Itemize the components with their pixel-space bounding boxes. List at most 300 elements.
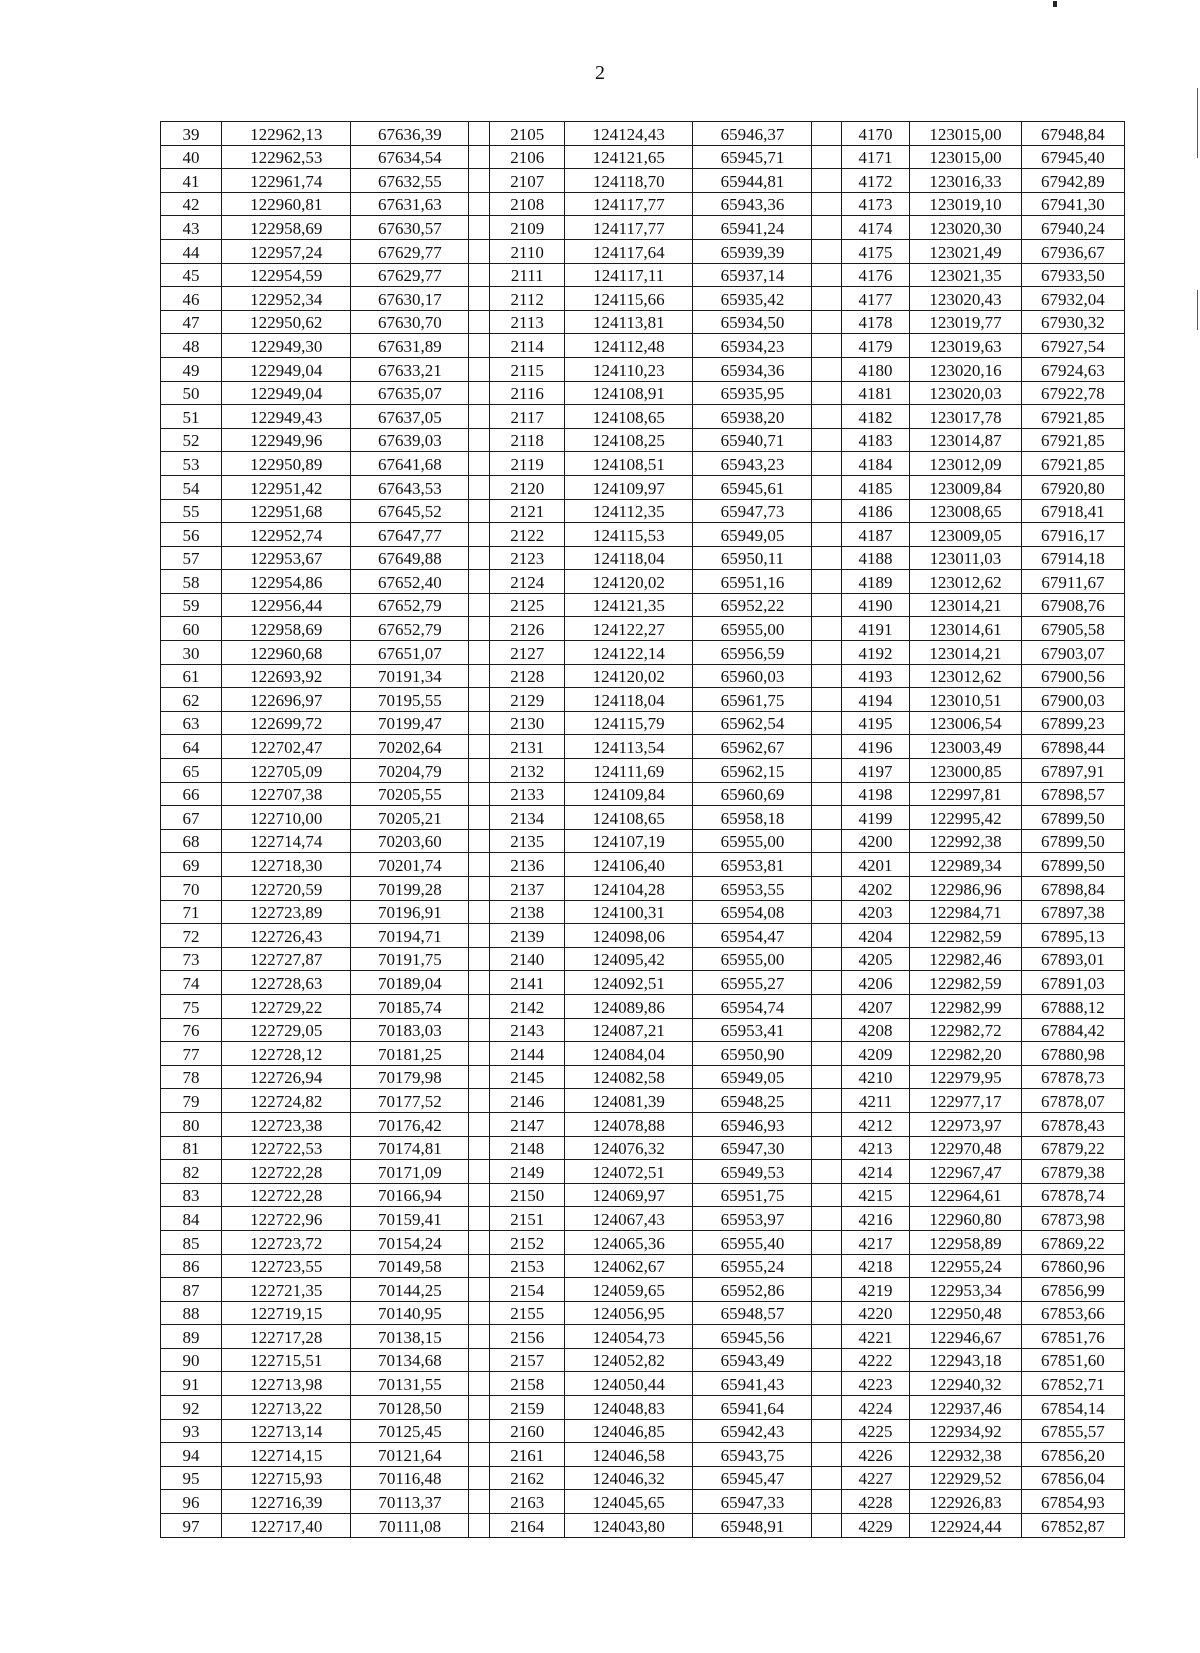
column-gap <box>469 263 490 287</box>
x-coordinate-cell: 122707,38 <box>222 782 351 806</box>
x-coordinate-cell: 124084,04 <box>565 1042 693 1066</box>
x-coordinate-cell: 122715,93 <box>222 1466 351 1490</box>
point-number-cell: 2153 <box>490 1254 565 1278</box>
x-coordinate-cell: 124120,02 <box>565 664 693 688</box>
x-coordinate-cell: 122950,48 <box>910 1301 1022 1325</box>
point-number-cell: 63 <box>161 711 222 735</box>
column-gap <box>469 310 490 334</box>
point-number-cell: 4222 <box>841 1348 909 1372</box>
y-coordinate-cell: 67651,07 <box>351 641 469 665</box>
x-coordinate-cell: 124104,28 <box>565 877 693 901</box>
y-coordinate-cell: 70131,55 <box>351 1372 469 1396</box>
x-coordinate-cell: 122960,68 <box>222 641 351 665</box>
column-gap <box>469 239 490 263</box>
point-number-cell: 67 <box>161 806 222 830</box>
point-number-cell: 43 <box>161 216 222 240</box>
y-coordinate-cell: 67921,85 <box>1021 428 1124 452</box>
column-gap <box>812 381 841 405</box>
x-coordinate-cell: 123014,87 <box>910 428 1022 452</box>
x-coordinate-cell: 122693,92 <box>222 664 351 688</box>
x-coordinate-cell: 122728,63 <box>222 971 351 995</box>
y-coordinate-cell: 67873,98 <box>1021 1207 1124 1231</box>
column-gap <box>812 617 841 641</box>
y-coordinate-cell: 70166,94 <box>351 1183 469 1207</box>
x-coordinate-cell: 122705,09 <box>222 759 351 783</box>
y-coordinate-cell: 67899,50 <box>1021 853 1124 877</box>
scan-edge-line <box>1197 88 1198 158</box>
x-coordinate-cell: 124121,35 <box>565 593 693 617</box>
y-coordinate-cell: 70179,98 <box>351 1065 469 1089</box>
point-number-cell: 2146 <box>490 1089 565 1113</box>
x-coordinate-cell: 124043,80 <box>565 1514 693 1538</box>
point-number-cell: 4220 <box>841 1301 909 1325</box>
point-number-cell: 2118 <box>490 428 565 452</box>
y-coordinate-cell: 67878,73 <box>1021 1065 1124 1089</box>
table-row <box>161 475 1125 499</box>
point-number-cell: 2112 <box>490 287 565 311</box>
column-gap <box>812 947 841 971</box>
y-coordinate-cell: 65934,36 <box>693 357 812 381</box>
y-coordinate-cell: 67851,76 <box>1021 1325 1124 1349</box>
point-number-cell: 2107 <box>490 169 565 193</box>
x-coordinate-cell: 122951,68 <box>222 499 351 523</box>
column-gap <box>469 806 490 830</box>
x-coordinate-cell: 122715,51 <box>222 1348 351 1372</box>
y-coordinate-cell: 65941,64 <box>693 1396 812 1420</box>
y-coordinate-cell: 65945,61 <box>693 475 812 499</box>
y-coordinate-cell: 67856,04 <box>1021 1466 1124 1490</box>
x-coordinate-cell: 122716,39 <box>222 1490 351 1514</box>
point-number-cell: 2114 <box>490 334 565 358</box>
x-coordinate-cell: 123003,49 <box>910 735 1022 759</box>
point-number-cell: 4225 <box>841 1419 909 1443</box>
column-gap <box>469 641 490 665</box>
point-number-cell: 2134 <box>490 806 565 830</box>
x-coordinate-cell: 122729,22 <box>222 994 351 1018</box>
column-gap <box>469 947 490 971</box>
column-gap <box>469 829 490 853</box>
x-coordinate-cell: 124118,04 <box>565 688 693 712</box>
point-number-cell: 95 <box>161 1466 222 1490</box>
column-gap <box>812 334 841 358</box>
x-coordinate-cell: 124072,51 <box>565 1160 693 1184</box>
y-coordinate-cell: 65948,25 <box>693 1089 812 1113</box>
table-row <box>161 1183 1125 1207</box>
point-number-cell: 4205 <box>841 947 909 971</box>
y-coordinate-cell: 65951,75 <box>693 1183 812 1207</box>
y-coordinate-cell: 70196,91 <box>351 900 469 924</box>
y-coordinate-cell: 70185,74 <box>351 994 469 1018</box>
point-number-cell: 66 <box>161 782 222 806</box>
column-gap <box>469 1301 490 1325</box>
x-coordinate-cell: 124100,31 <box>565 900 693 924</box>
x-coordinate-cell: 123016,33 <box>910 169 1022 193</box>
point-number-cell: 4177 <box>841 287 909 311</box>
point-number-cell: 96 <box>161 1490 222 1514</box>
point-number-cell: 46 <box>161 287 222 311</box>
point-number-cell: 51 <box>161 405 222 429</box>
table-row <box>161 947 1125 971</box>
x-coordinate-cell: 124109,97 <box>565 475 693 499</box>
y-coordinate-cell: 65954,08 <box>693 900 812 924</box>
x-coordinate-cell: 122962,53 <box>222 145 351 169</box>
y-coordinate-cell: 67855,57 <box>1021 1419 1124 1443</box>
table-row <box>161 546 1125 570</box>
y-coordinate-cell: 67879,22 <box>1021 1136 1124 1160</box>
table-row <box>161 617 1125 641</box>
x-coordinate-cell: 123014,21 <box>910 641 1022 665</box>
y-coordinate-cell: 67630,57 <box>351 216 469 240</box>
point-number-cell: 4187 <box>841 523 909 547</box>
point-number-cell: 4206 <box>841 971 909 995</box>
y-coordinate-cell: 67878,74 <box>1021 1183 1124 1207</box>
y-coordinate-cell: 67922,78 <box>1021 381 1124 405</box>
y-coordinate-cell: 67911,67 <box>1021 570 1124 594</box>
y-coordinate-cell: 67630,17 <box>351 287 469 311</box>
x-coordinate-cell: 122952,74 <box>222 523 351 547</box>
x-coordinate-cell: 124046,58 <box>565 1443 693 1467</box>
y-coordinate-cell: 67900,03 <box>1021 688 1124 712</box>
y-coordinate-cell: 67629,77 <box>351 239 469 263</box>
y-coordinate-cell: 65943,49 <box>693 1348 812 1372</box>
x-coordinate-cell: 122722,96 <box>222 1207 351 1231</box>
y-coordinate-cell: 65961,75 <box>693 688 812 712</box>
point-number-cell: 2117 <box>490 405 565 429</box>
y-coordinate-cell: 65941,24 <box>693 216 812 240</box>
table-row <box>161 593 1125 617</box>
column-gap <box>812 546 841 570</box>
x-coordinate-cell: 124067,43 <box>565 1207 693 1231</box>
x-coordinate-cell: 122723,89 <box>222 900 351 924</box>
y-coordinate-cell: 70134,68 <box>351 1348 469 1372</box>
column-gap <box>469 381 490 405</box>
y-coordinate-cell: 65949,53 <box>693 1160 812 1184</box>
column-gap <box>469 1089 490 1113</box>
column-gap <box>469 1278 490 1302</box>
point-number-cell: 4223 <box>841 1372 909 1396</box>
x-coordinate-cell: 122973,97 <box>910 1112 1022 1136</box>
point-number-cell: 2109 <box>490 216 565 240</box>
y-coordinate-cell: 67891,03 <box>1021 971 1124 995</box>
y-coordinate-cell: 65962,67 <box>693 735 812 759</box>
point-number-cell: 4189 <box>841 570 909 594</box>
point-number-cell: 4211 <box>841 1089 909 1113</box>
table-row <box>161 829 1125 853</box>
table-row <box>161 381 1125 405</box>
column-gap <box>469 1372 490 1396</box>
point-number-cell: 4215 <box>841 1183 909 1207</box>
column-gap <box>812 239 841 263</box>
y-coordinate-cell: 67851,60 <box>1021 1348 1124 1372</box>
y-coordinate-cell: 67898,44 <box>1021 735 1124 759</box>
point-number-cell: 87 <box>161 1278 222 1302</box>
x-coordinate-cell: 122726,94 <box>222 1065 351 1089</box>
x-coordinate-cell: 123008,65 <box>910 499 1022 523</box>
x-coordinate-cell: 124062,67 <box>565 1254 693 1278</box>
table-row <box>161 994 1125 1018</box>
x-coordinate-cell: 122727,87 <box>222 947 351 971</box>
table-row <box>161 1396 1125 1420</box>
point-number-cell: 77 <box>161 1042 222 1066</box>
x-coordinate-cell: 122932,38 <box>910 1443 1022 1467</box>
table-row <box>161 924 1125 948</box>
column-gap <box>812 1372 841 1396</box>
x-coordinate-cell: 122952,34 <box>222 287 351 311</box>
column-gap <box>469 216 490 240</box>
y-coordinate-cell: 70194,71 <box>351 924 469 948</box>
column-gap <box>812 1443 841 1467</box>
column-gap <box>812 1207 841 1231</box>
y-coordinate-cell: 70113,37 <box>351 1490 469 1514</box>
x-coordinate-cell: 122949,30 <box>222 334 351 358</box>
column-gap <box>469 900 490 924</box>
point-number-cell: 68 <box>161 829 222 853</box>
y-coordinate-cell: 67878,07 <box>1021 1089 1124 1113</box>
column-gap <box>812 169 841 193</box>
point-number-cell: 2113 <box>490 310 565 334</box>
point-number-cell: 4188 <box>841 546 909 570</box>
x-coordinate-cell: 122995,42 <box>910 806 1022 830</box>
x-coordinate-cell: 124056,95 <box>565 1301 693 1325</box>
point-number-cell: 4208 <box>841 1018 909 1042</box>
x-coordinate-cell: 124118,70 <box>565 169 693 193</box>
y-coordinate-cell: 65938,20 <box>693 405 812 429</box>
point-number-cell: 4229 <box>841 1514 909 1538</box>
y-coordinate-cell: 67899,50 <box>1021 806 1124 830</box>
y-coordinate-cell: 65948,91 <box>693 1514 812 1538</box>
x-coordinate-cell: 124122,27 <box>565 617 693 641</box>
column-gap <box>812 523 841 547</box>
x-coordinate-cell: 124046,32 <box>565 1466 693 1490</box>
point-number-cell: 4192 <box>841 641 909 665</box>
table-row <box>161 122 1125 146</box>
point-number-cell: 4226 <box>841 1443 909 1467</box>
x-coordinate-cell: 122957,24 <box>222 239 351 263</box>
point-number-cell: 2122 <box>490 523 565 547</box>
x-coordinate-cell: 124115,79 <box>565 711 693 735</box>
column-gap <box>812 405 841 429</box>
y-coordinate-cell: 67854,14 <box>1021 1396 1124 1420</box>
point-number-cell: 2110 <box>490 239 565 263</box>
point-number-cell: 4212 <box>841 1112 909 1136</box>
y-coordinate-cell: 70199,47 <box>351 711 469 735</box>
x-coordinate-cell: 122719,15 <box>222 1301 351 1325</box>
column-gap <box>469 192 490 216</box>
x-coordinate-cell: 124078,88 <box>565 1112 693 1136</box>
x-coordinate-cell: 124087,21 <box>565 1018 693 1042</box>
x-coordinate-cell: 124122,14 <box>565 641 693 665</box>
table-row <box>161 664 1125 688</box>
y-coordinate-cell: 65954,74 <box>693 994 812 1018</box>
point-number-cell: 2141 <box>490 971 565 995</box>
y-coordinate-cell: 67635,07 <box>351 381 469 405</box>
point-number-cell: 56 <box>161 523 222 547</box>
x-coordinate-cell: 122929,52 <box>910 1466 1022 1490</box>
table-row <box>161 523 1125 547</box>
column-gap <box>812 1419 841 1443</box>
y-coordinate-cell: 67893,01 <box>1021 947 1124 971</box>
column-gap <box>469 1042 490 1066</box>
x-coordinate-cell: 123020,16 <box>910 357 1022 381</box>
point-number-cell: 2163 <box>490 1490 565 1514</box>
y-coordinate-cell: 65955,24 <box>693 1254 812 1278</box>
table-row <box>161 1301 1125 1325</box>
point-number-cell: 4186 <box>841 499 909 523</box>
x-coordinate-cell: 124115,66 <box>565 287 693 311</box>
point-number-cell: 2116 <box>490 381 565 405</box>
table-row <box>161 499 1125 523</box>
y-coordinate-cell: 67940,24 <box>1021 216 1124 240</box>
point-number-cell: 2125 <box>490 593 565 617</box>
x-coordinate-cell: 123012,62 <box>910 664 1022 688</box>
x-coordinate-cell: 123017,78 <box>910 405 1022 429</box>
column-gap <box>469 287 490 311</box>
x-coordinate-cell: 124108,25 <box>565 428 693 452</box>
column-gap <box>812 806 841 830</box>
x-coordinate-cell: 124110,23 <box>565 357 693 381</box>
column-gap <box>812 570 841 594</box>
point-number-cell: 4195 <box>841 711 909 735</box>
y-coordinate-cell: 70138,15 <box>351 1325 469 1349</box>
y-coordinate-cell: 67899,50 <box>1021 829 1124 853</box>
x-coordinate-cell: 124095,42 <box>565 947 693 971</box>
column-gap <box>812 1160 841 1184</box>
point-number-cell: 4179 <box>841 334 909 358</box>
point-number-cell: 4221 <box>841 1325 909 1349</box>
column-gap <box>469 664 490 688</box>
point-number-cell: 73 <box>161 947 222 971</box>
y-coordinate-cell: 70144,25 <box>351 1278 469 1302</box>
x-coordinate-cell: 122982,59 <box>910 971 1022 995</box>
point-number-cell: 2155 <box>490 1301 565 1325</box>
x-coordinate-cell: 123020,03 <box>910 381 1022 405</box>
table-row <box>161 239 1125 263</box>
y-coordinate-cell: 65953,41 <box>693 1018 812 1042</box>
point-number-cell: 4204 <box>841 924 909 948</box>
x-coordinate-cell: 124113,54 <box>565 735 693 759</box>
y-coordinate-cell: 67916,17 <box>1021 523 1124 547</box>
column-gap <box>812 1042 841 1066</box>
table-row <box>161 688 1125 712</box>
y-coordinate-cell: 65958,18 <box>693 806 812 830</box>
x-coordinate-cell: 122997,81 <box>910 782 1022 806</box>
x-coordinate-cell: 122724,82 <box>222 1089 351 1113</box>
column-gap <box>469 1254 490 1278</box>
x-coordinate-cell: 122986,96 <box>910 877 1022 901</box>
table-row <box>161 1042 1125 1066</box>
y-coordinate-cell: 70183,03 <box>351 1018 469 1042</box>
y-coordinate-cell: 67652,79 <box>351 593 469 617</box>
y-coordinate-cell: 67630,70 <box>351 310 469 334</box>
point-number-cell: 48 <box>161 334 222 358</box>
table-row <box>161 1490 1125 1514</box>
column-gap <box>812 192 841 216</box>
y-coordinate-cell: 67641,68 <box>351 452 469 476</box>
y-coordinate-cell: 65955,00 <box>693 829 812 853</box>
y-coordinate-cell: 65949,05 <box>693 1065 812 1089</box>
y-coordinate-cell: 67898,57 <box>1021 782 1124 806</box>
x-coordinate-cell: 124048,83 <box>565 1396 693 1420</box>
x-coordinate-cell: 123019,63 <box>910 334 1022 358</box>
column-gap <box>812 263 841 287</box>
y-coordinate-cell: 67903,07 <box>1021 641 1124 665</box>
table-row <box>161 971 1125 995</box>
column-gap <box>812 1065 841 1089</box>
point-number-cell: 55 <box>161 499 222 523</box>
coordinates-table-body <box>161 122 1125 1538</box>
y-coordinate-cell: 67941,30 <box>1021 192 1124 216</box>
point-number-cell: 4224 <box>841 1396 909 1420</box>
table-row <box>161 1230 1125 1254</box>
y-coordinate-cell: 70203,60 <box>351 829 469 853</box>
y-coordinate-cell: 67936,67 <box>1021 239 1124 263</box>
page-number: 2 <box>595 62 605 84</box>
table-row <box>161 169 1125 193</box>
x-coordinate-cell: 124106,40 <box>565 853 693 877</box>
y-coordinate-cell: 67878,43 <box>1021 1112 1124 1136</box>
x-coordinate-cell: 122721,35 <box>222 1278 351 1302</box>
y-coordinate-cell: 67629,77 <box>351 263 469 287</box>
point-number-cell: 4185 <box>841 475 909 499</box>
column-gap <box>469 759 490 783</box>
y-coordinate-cell: 65935,42 <box>693 287 812 311</box>
point-number-cell: 90 <box>161 1348 222 1372</box>
point-number-cell: 84 <box>161 1207 222 1231</box>
x-coordinate-cell: 124052,82 <box>565 1348 693 1372</box>
y-coordinate-cell: 67852,71 <box>1021 1372 1124 1396</box>
y-coordinate-cell: 70189,04 <box>351 971 469 995</box>
x-coordinate-cell: 122729,05 <box>222 1018 351 1042</box>
x-coordinate-cell: 122958,69 <box>222 617 351 641</box>
y-coordinate-cell: 67631,89 <box>351 334 469 358</box>
column-gap <box>812 1514 841 1538</box>
y-coordinate-cell: 65950,11 <box>693 546 812 570</box>
y-coordinate-cell: 67852,87 <box>1021 1514 1124 1538</box>
x-coordinate-cell: 122720,59 <box>222 877 351 901</box>
point-number-cell: 82 <box>161 1160 222 1184</box>
y-coordinate-cell: 70205,21 <box>351 806 469 830</box>
column-gap <box>469 1160 490 1184</box>
point-number-cell: 4193 <box>841 664 909 688</box>
point-number-cell: 2138 <box>490 900 565 924</box>
table-row <box>161 711 1125 735</box>
point-number-cell: 4180 <box>841 357 909 381</box>
point-number-cell: 4178 <box>841 310 909 334</box>
y-coordinate-cell: 65953,55 <box>693 877 812 901</box>
y-coordinate-cell: 67897,91 <box>1021 759 1124 783</box>
point-number-cell: 2162 <box>490 1466 565 1490</box>
column-gap <box>469 357 490 381</box>
column-gap <box>812 711 841 735</box>
point-number-cell: 4201 <box>841 853 909 877</box>
column-gap <box>469 617 490 641</box>
y-coordinate-cell: 70191,34 <box>351 664 469 688</box>
column-gap <box>469 853 490 877</box>
column-gap <box>812 287 841 311</box>
y-coordinate-cell: 67637,05 <box>351 405 469 429</box>
column-gap <box>812 759 841 783</box>
column-gap <box>469 877 490 901</box>
x-coordinate-cell: 122702,47 <box>222 735 351 759</box>
point-number-cell: 52 <box>161 428 222 452</box>
y-coordinate-cell: 65943,36 <box>693 192 812 216</box>
column-gap <box>469 1230 490 1254</box>
y-coordinate-cell: 65937,14 <box>693 263 812 287</box>
point-number-cell: 78 <box>161 1065 222 1089</box>
x-coordinate-cell: 122970,48 <box>910 1136 1022 1160</box>
point-number-cell: 4194 <box>841 688 909 712</box>
table-row <box>161 570 1125 594</box>
